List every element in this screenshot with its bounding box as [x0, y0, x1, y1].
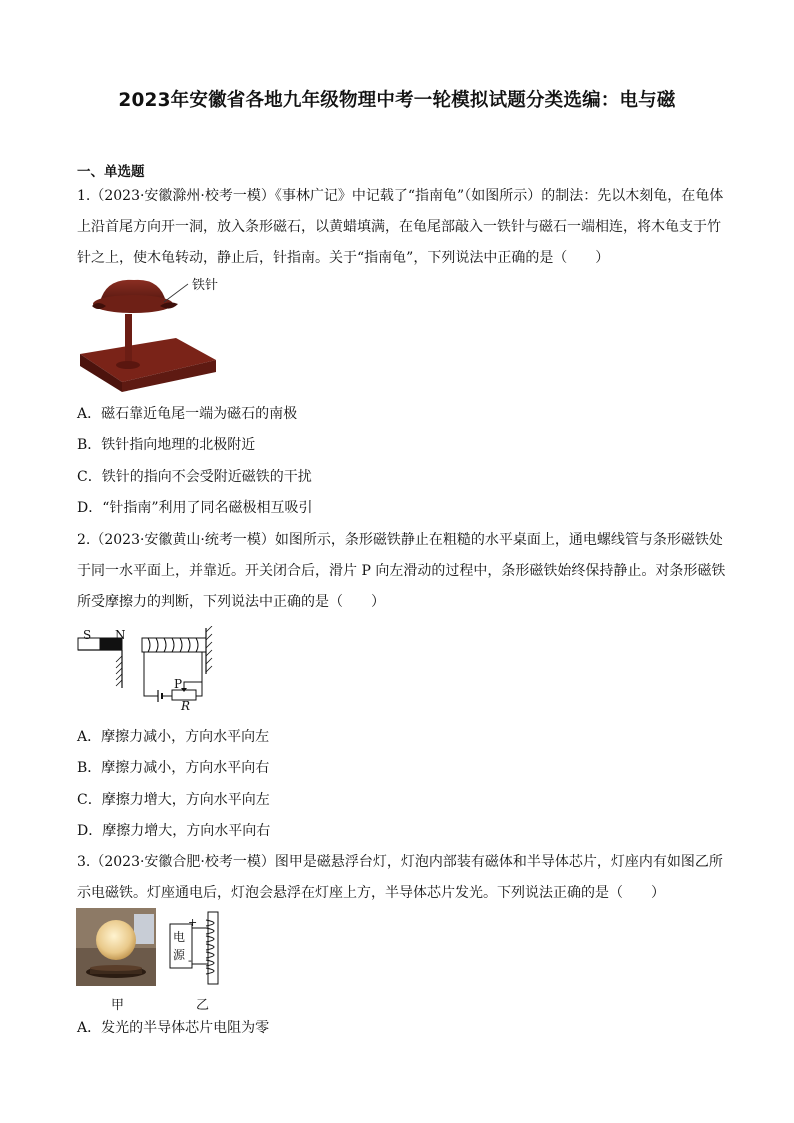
question-2-option-d: D．摩擦力增大，方向水平向右	[77, 823, 271, 839]
figure-label-power-bottom: 源	[173, 948, 186, 962]
figure-caption-jia: 甲	[111, 998, 125, 1013]
figure-solenoid-circuit	[76, 626, 221, 714]
figure-levitating-lamp-photo	[76, 908, 156, 986]
question-1-line-1: 1.（2023·安徽滁州·校考一模）《事林广记》中记载了“指南龟”（如图所示）的制法：先以木刻龟，在龟体	[77, 188, 724, 204]
question-1-line-3: 针之上，使木龟转动，静止后，针指南。关于“指南龟”，下列说法中正确的是（ ）	[77, 250, 610, 266]
question-1-option-a: A．磁石靠近龟尾一端为磁石的南极	[77, 406, 298, 422]
question-1-option-d: D．“针指南”利用了同名磁极相互吸引	[77, 500, 313, 516]
figure-label-minus: -	[188, 954, 192, 967]
page-title: 2023年安徽省各地九年级物理中考一轮模拟试题分类选编：电与磁	[118, 90, 676, 111]
question-1-line-2: 上沿首尾方向开一洞，放入条形磁石，以黄蜡填满，在龟尾部敲入一铁针与磁石一端相连，将木龟支于竹	[77, 219, 721, 235]
question-2-line-3: 所受摩擦力的判断，下列说法中正确的是（ ）	[77, 594, 385, 610]
figure-label-r: R	[181, 699, 191, 713]
question-3-option-a: A．发光的半导体芯片电阻为零	[77, 1020, 270, 1036]
figure-label-plus: +	[188, 916, 198, 929]
question-3-line-2: 示电磁铁。灯座通电后，灯泡会悬浮在灯座上方，半导体芯片发光。下列说法正确的是（ ）	[77, 885, 665, 901]
section-heading: 一、单选题	[77, 164, 145, 180]
figure-label-needle: 铁针	[192, 278, 219, 293]
question-2-option-b: B．摩擦力减小，方向水平向右	[77, 760, 270, 776]
question-2-option-c: C．摩擦力增大，方向水平向左	[77, 792, 270, 808]
figure-label-n: N	[115, 628, 126, 642]
question-1-option-c: C．铁针的指向不会受附近磁铁的干扰	[77, 469, 312, 485]
question-2-option-a: A．摩擦力减小，方向水平向左	[77, 729, 270, 745]
question-2-line-2: 于同一水平面上，并靠近。开关闭合后，滑片 P 向左滑动的过程中，条形磁铁始终保持静止。对条形磁铁	[77, 563, 726, 579]
question-1-option-b: B．铁针指向地理的北极附近	[77, 437, 256, 453]
figure-label-s: S	[83, 628, 92, 642]
figure-label-p: P	[174, 677, 183, 691]
figure-label-power-top: 电	[173, 930, 186, 944]
question-2-line-1: 2.（2023·安徽黄山·统考一模）如图所示，条形磁铁静止在粗糙的水平桌面上，通电螺线管与条形磁铁处	[77, 532, 723, 548]
question-3-line-1: 3.（2023·安徽合肥·校考一模）图甲是磁悬浮台灯，灯泡内部装有磁体和半导体芯片，灯座内有如图乙所	[77, 854, 723, 870]
figure-caption-yi: 乙	[196, 998, 210, 1013]
